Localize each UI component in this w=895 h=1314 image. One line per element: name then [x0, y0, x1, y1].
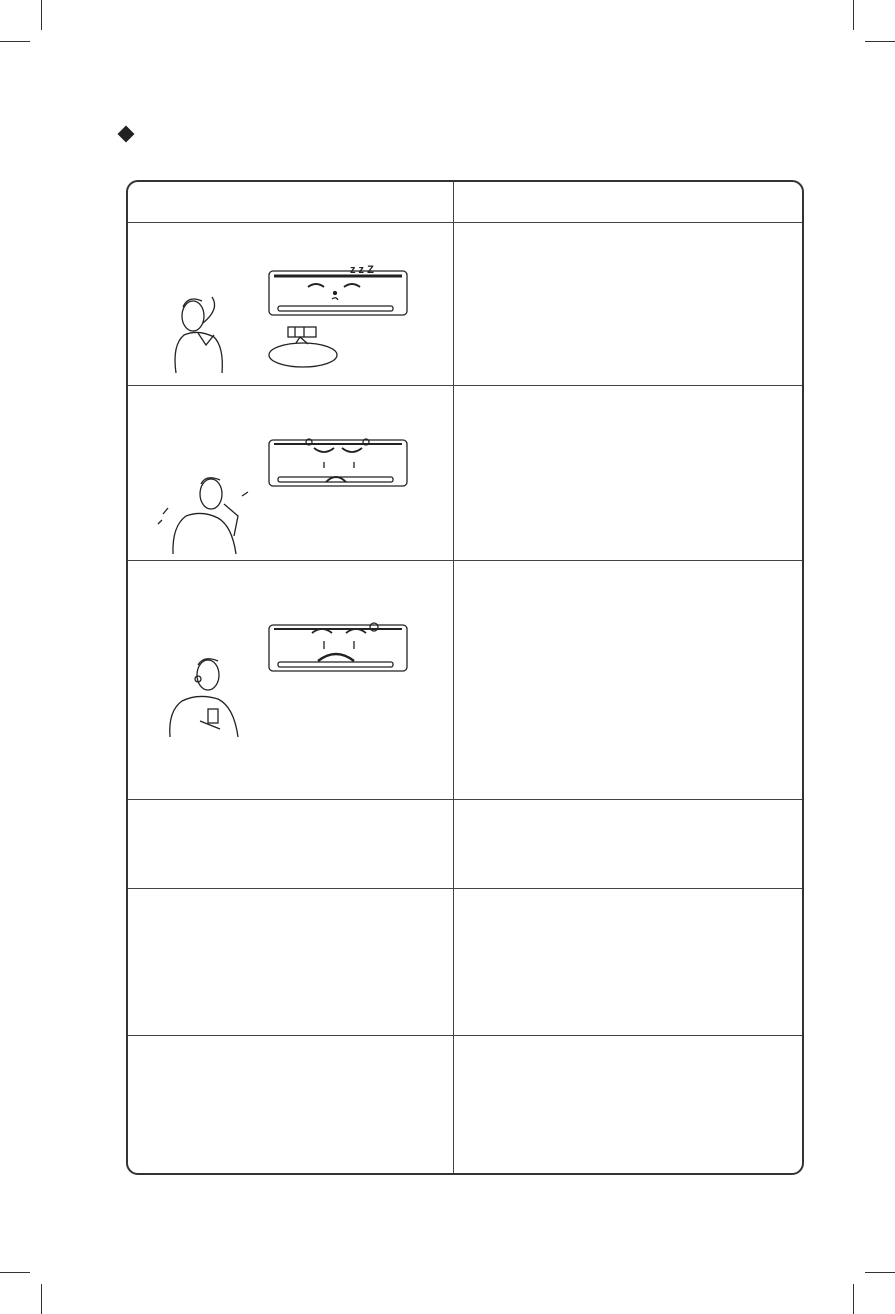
illustration-cell — [128, 561, 453, 799]
table-row — [128, 561, 802, 800]
crop-mark — [853, 0, 854, 30]
description-cell — [454, 889, 802, 1035]
troubleshooting-table — [126, 180, 804, 1175]
crop-mark — [41, 0, 42, 30]
surprised-ac-unit-illustration — [128, 561, 453, 799]
description-cell — [454, 561, 802, 799]
table-row — [128, 800, 802, 889]
table-row — [128, 1036, 802, 1175]
description-cell — [454, 800, 802, 888]
crop-mark — [0, 1272, 30, 1273]
crop-mark — [0, 41, 30, 42]
condition-cell — [128, 1036, 453, 1175]
description-cell — [454, 386, 802, 560]
crop-mark — [865, 1272, 895, 1273]
table-row — [128, 889, 802, 1036]
condition-cell — [128, 889, 453, 1035]
svg-text:z z Z: z z Z — [350, 264, 374, 276]
header-cell-2 — [454, 182, 802, 222]
description-cell — [454, 223, 802, 385]
crop-mark — [41, 1284, 42, 1314]
condition-cell — [128, 800, 453, 888]
header-cell-1 — [128, 182, 453, 222]
table-row — [128, 386, 802, 561]
sleeping-ac-unit-illustration — [128, 223, 453, 385]
diamond-bullet-icon — [118, 126, 135, 143]
table-header-row — [128, 182, 802, 223]
table-row — [128, 223, 802, 386]
illustration-cell — [128, 223, 453, 385]
crop-mark — [865, 41, 895, 42]
illustration-cell — [128, 386, 453, 560]
description-cell — [454, 1036, 802, 1175]
sad-ac-unit-illustration — [128, 386, 453, 560]
crop-mark — [853, 1284, 854, 1314]
